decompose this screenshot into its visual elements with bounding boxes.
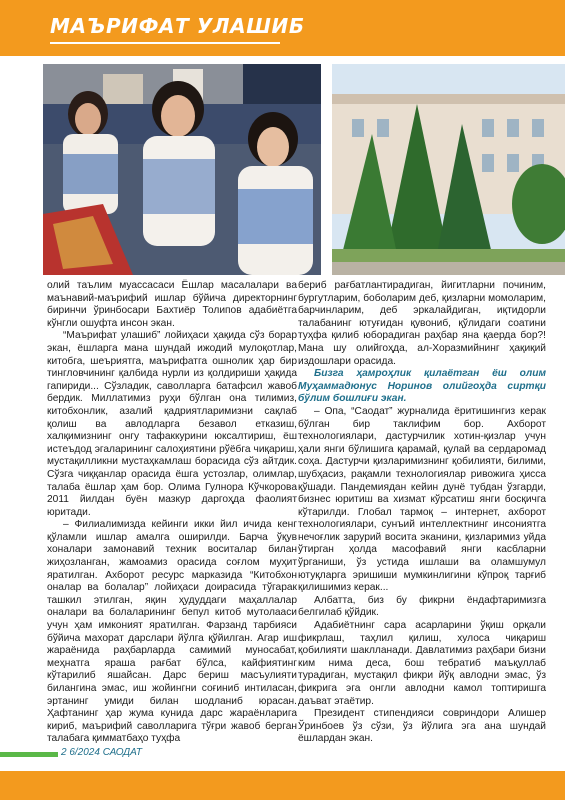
paragraph: Адабиётнинг сара асарларини ўқиш орқали фикрлаш, таҳлил қилиш, хулоса чиқариш қобилияти шаклланади. Давлатимиз раҳбари бизни ким нима деса, бош тебратиб маъқуллаб турадиган, мустақил фикри йўқ авлодни эмас, ўз фикрига эга онгли авлодни камол топтиришга даъват этаётир. bbox=[298, 620, 546, 707]
page-footer bbox=[61, 747, 142, 758]
issue-label: 6/2024 САОДАТ bbox=[69, 747, 142, 758]
interview-question: Бизга ҳамроҳлик қилаётган ёш олим Муҳаммадюнус Норинов олийгоҳда сиртқи бўлим бошлиғи экан. bbox=[298, 368, 546, 405]
left-text-column bbox=[47, 280, 297, 746]
title-underline bbox=[50, 42, 280, 44]
building-photo bbox=[332, 64, 565, 275]
paragraph: бериб рағбатлантирадиган, йигитларни починим, бургутларим, боболарим деб, қизларни момоларим, барчинларим, деб эркалайдиган, иқтидорли талабанинг ютуғидан қувониб, қўлидаги соатини туҳфа қилиб юборадиган раҳбар яна қаерда бор?! Мана шу олийгоҳда, ал-Хоразмийнинг ҳақиқий издошлари орасида. bbox=[298, 280, 546, 367]
page-number: 2 bbox=[61, 747, 67, 758]
paragraph: Албатта, биз бу фикрни ёндафтаримизга белгилаб қўйдик. bbox=[298, 594, 546, 619]
footer-accent-bar bbox=[0, 752, 58, 757]
paragraph: “Маърифат улашиб” лойиҳаси ҳақида сўз борар экан, ёшларга мана шундай ижодий мулоқотлар, китобга, шеъриятга, маърифатга ошнолик ҳар бир тингловчининг қалбида нурли из қолдириши ҳақида гапириди... Сўзладик, саволларга батафсил жавоб бердик. Миллатимиз руҳи бўлган она тилимиз, китобхонлик, азалий қадриятларимизни сақлаб қолиш ва авлодларга безавол етказиш, халқимизнинг онгу тафаккурини юксалтириш, ёш истеъдод эгаларининг салоҳиятини рўёбга чиқариш, мустақилликни мустаҳкамлаш борасида сўз айтдик. Сўзга чиққанлар орасида ёшга устозлар, олимлар, талаба ёшлар ҳам бор. Олима Гулнора Кўчкорова 2011 йилдан буён мазкур даргоҳда фаолият юритади. bbox=[47, 330, 297, 518]
section-title: МАЪРИФАТ УЛАШИБ bbox=[50, 14, 305, 38]
paragraph: – Филиалимизда кейинги икки йил ичида кенг қўламли ишлар амалга оширилди. Барча ўқув хоналари замонавий техник воситалар билан жиҳозланган, жамоамиз орасида соғлом муҳит яратилган. Ахборот ресурс марказида “Китобхон оналар ва болалар” лойиҳаси доирасида тўгарак ташкил этилган, яқин ҳудуддаги маҳаллалар оналари ва болаларининг бепул китоб мутолааси учун ҳам имконият яратилган. Фарзанд тарбияси бўйича махорат дарслари йўлга қўйилган. Агар иш жараёнида раҳбарларда самимий муносабат, меҳнатга яраша рағбат бўлса, кайфиятинг кўтарилиб яшайсан. Дарс бериш масъулияти билангина эмас, иш жойингни соғиниб интиласан, эртанинг умиди билан шодланиб юрасан. Ҳафтанинг ҳар жума кунида дарс жараёнларига кириб, маърифий саволларига тўғри жавоб берган талабага қимматбаҳо туҳфа bbox=[47, 519, 297, 745]
paragraph: – Опа, “Саодат” журналида ёритишингиз керак бўлган бир таклифим бор. Ахборот технологиялари, дастурчилик хотин-қизлар учун ҳали янги бўлишига қарамай, қулай ва сердаромад соҳа. Дастурчи қизларимизнинг қобилияти, билими, шубҳасиз, рақамли технологиялар ривожига ҳисса қўшади. Пандемиядан кейин дунё тубдан ўзгарди, бизнес юритиш ва хизмат кўрсатиш янги босқичга кўтарилди. Глобал тармоқ – интернет, ахборот технологиялари, сунъий интеллектнинг инсониятга нечоғлик зарурий восита эканини, қизларимиз уйда ўтирган ҳолда масофавий янги касбларни ўрганиши, ўз устида ишлаши ва оламшумул ютуқларга эришиши мумкинлигини кўпроқ тарғиб қилишимиз керак... bbox=[298, 405, 546, 594]
paragraph: Президент стипендияси совриндори Алишер Ўринбоев ўз сўзи, ўз йўлига эга ана шундай ёшлардан экан. bbox=[298, 708, 546, 745]
right-text-column bbox=[298, 280, 546, 746]
footer-band bbox=[0, 771, 565, 800]
paragraph: олий таълим муассасаси Ёшлар масалалари ва маънавий-маърифий ишлар бўйича директорнинг биринчи ўринбосари Бахтиёр Толипов адабиётга кўнгли ошуфта инсон экан. bbox=[47, 280, 297, 329]
students-photo bbox=[43, 64, 321, 275]
